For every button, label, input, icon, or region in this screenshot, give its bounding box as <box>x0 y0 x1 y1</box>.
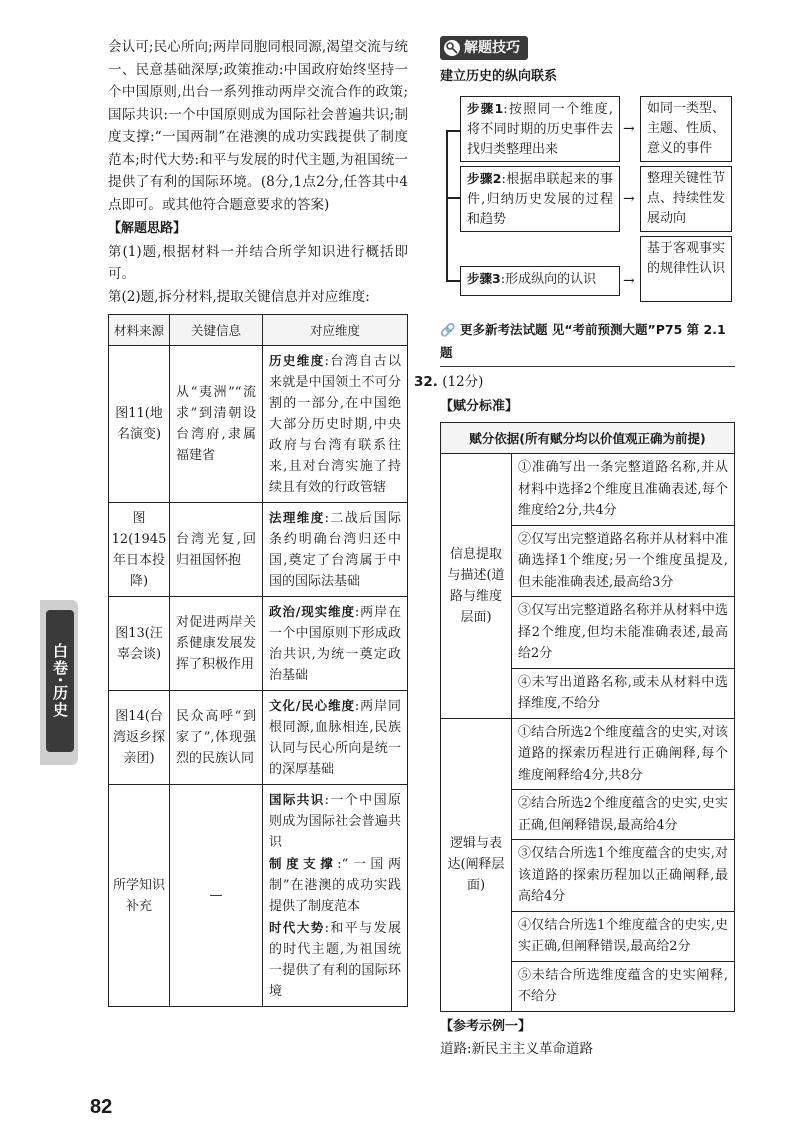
cell-source: 图11(地名演变) <box>109 346 170 503</box>
cell-key-info: 对促进两岸关系健康发展发挥了积极作用 <box>170 597 263 691</box>
grading-criterion: ③仅结合所选1个维度蕴含的史实,对该道路的探索历程加以正确阐释,最高给4分 <box>512 840 735 912</box>
grading-table <box>440 422 735 1012</box>
dimension-label: 政治/现实维度 <box>269 604 355 619</box>
table-row <box>109 785 408 1007</box>
flow-step-1 <box>460 96 620 162</box>
dimension-label: 国际共识 <box>269 792 325 807</box>
cell-key-info: 民众高呼“到家了”,体现强烈的民族认同 <box>170 691 263 785</box>
flow-step-2 <box>460 166 620 232</box>
dimension-entry <box>269 695 401 780</box>
arrow-right-icon: → <box>623 121 635 137</box>
step-3-label: 步骤3 <box>467 271 501 286</box>
dimension-text: :二战后国际条约明确台湾归还中国,奠定了台湾属于中国的国际法基础 <box>269 511 401 589</box>
more-prefix: 更多新考法试题 <box>459 322 548 337</box>
grading-criterion: ③仅写出完整道路名称并从材料中选择2个维度,但均未能准确表述,最高给2分 <box>512 597 735 669</box>
dimension-text: :和平与发展的时代主题,为祖国统一提供了有利的国际环境 <box>269 921 401 999</box>
flow-result-2: 整理关键性节点、持续性发展动向 <box>640 166 732 232</box>
grading-criterion: ②结合所选2个维度蕴含的史实,史实正确,但阐释错误,最高给4分 <box>512 790 735 840</box>
grading-category: 逻辑与表达(阐释层面) <box>441 718 512 1011</box>
cell-key-info: — <box>170 785 263 1007</box>
dimension-label: 制度支撑 <box>269 856 338 871</box>
left-column <box>108 36 408 1007</box>
solution-para-2: 第(2)题,拆分材料,提取关键信息并对应维度: <box>108 288 370 305</box>
grading-criterion: ①结合所选2个维度蕴含的史实,对该道路的探索历程进行正确阐释,每个维度阐释给4分,共8分 <box>512 718 735 790</box>
question-number: 32. <box>414 374 438 390</box>
more-ref: 见“考前预测大题”P75 第 2.1 题 <box>440 322 726 360</box>
dimension-text: :两岸同根同源,血脉相连,民族认同与民心所向是统一的深厚基础 <box>269 699 401 777</box>
side-tab <box>40 600 78 765</box>
dimension-entry <box>269 350 401 498</box>
table-row <box>441 454 735 526</box>
table-row <box>441 718 735 790</box>
dimension-text: :两岸在一个中国原则下形成政治共识,为统一奠定政治基础 <box>269 605 401 683</box>
arrow-right-icon: → <box>623 191 635 207</box>
dimension-entry <box>269 601 401 686</box>
section-title: 【解题思路】 <box>108 221 187 236</box>
grading-criterion: ②仅写出完整道路名称并从材料中准确选择1个维度;另一个维度虽提及,但未能准确表述,最高给3分 <box>512 525 735 597</box>
answer-intro: 会认可;民心所向;两岸同胞同根同源,渴望交流与统一、民意基础深厚;政策推动:中国政府始终坚持一个中国原则,出台一系列推动两岸交流合作的政策;国际共识:一个中国原则成为国际社会普遍共识;制度支撑:“一国两制”在港澳的成功实践提供了制度范本;时代大势:和平与发展的时代主题,为祖国统一提供了有利的国际环境。(8分,1点2分,任答其中4点即可。或其他符合题意要求的答案) <box>108 39 408 213</box>
side-tab-label: 白卷·历史 <box>46 610 74 752</box>
flow-diagram <box>440 92 735 307</box>
link-icon: 🔗 <box>440 322 456 337</box>
flow-title: 建立历史的纵向联系 <box>440 68 558 84</box>
flow-branch-3 <box>446 280 460 282</box>
grading-category: 信息提取与描述(道路与维度层面) <box>441 454 512 719</box>
key-icon <box>444 40 460 56</box>
example-text: 道路:新民主主义革命道路 <box>440 1041 594 1057</box>
flow-step-3 <box>460 266 620 296</box>
dimension-label: 时代大势 <box>269 920 325 935</box>
step-1-label: 步骤1 <box>467 101 504 116</box>
cell-source: 图14(台湾返乡探亲团) <box>109 691 170 785</box>
table-header-source: 材料来源 <box>109 315 170 346</box>
tips-badge-label: 解题技巧 <box>464 39 520 56</box>
cell-dimension <box>263 346 408 503</box>
right-column <box>414 36 735 1061</box>
dimension-text: :一个中国原则成为国际社会普遍共识 <box>269 793 401 850</box>
table-row <box>109 691 408 785</box>
dimension-label: 文化/民心维度 <box>269 698 355 713</box>
table-header-key: 关键信息 <box>170 315 263 346</box>
dimension-entry <box>269 507 401 592</box>
grading-header: 赋分依据(所有赋分均以价值观正确为前提) <box>441 423 735 454</box>
example-title: 【参考示例一】 <box>440 1018 532 1034</box>
step-3-text: :形成纵向的认识 <box>500 272 597 287</box>
cell-dimension <box>263 597 408 691</box>
flow-connector <box>446 130 448 280</box>
solution-para-1: 第(1)题,根据材料一并结合所学知识进行概括即可。 <box>108 243 408 282</box>
grading-criterion: ④仅结合所选1个维度蕴含的史实,史实正确,但阐释错误,最高给2分 <box>512 911 735 961</box>
tips-badge <box>440 36 528 60</box>
dimension-table <box>108 314 408 1007</box>
question-score: (12分) <box>442 374 484 390</box>
dimension-entry <box>269 853 401 917</box>
dimension-text: :“一国两制”在港澳的成功实践提供了制度范本 <box>269 857 401 914</box>
flow-branch-2 <box>446 197 460 199</box>
cell-key-info: 从“夷洲”“流求”到清朝设台湾府,隶属福建省 <box>170 346 263 503</box>
cell-source: 图13(汪辜会谈) <box>109 597 170 691</box>
dimension-text: :台湾自古以来就是中国领土不可分割的一部分,在中国绝大部分历史时期,中央政府与台湾有联系往来,且对台湾实施了持续且有效的行政管辖 <box>269 354 401 495</box>
arrow-right-icon: → <box>623 273 635 289</box>
page-number: 82 <box>90 1096 113 1118</box>
cell-key-info: 台湾光复,回归祖国怀抱 <box>170 503 263 597</box>
dimension-label: 历史维度 <box>269 353 325 368</box>
table-row <box>109 597 408 691</box>
cell-dimension <box>263 503 408 597</box>
step-2-text: :根据串联起来的事件,归纳历史发展的过程和趋势 <box>467 172 613 227</box>
table-row <box>109 346 408 503</box>
cell-source: 所学知识补充 <box>109 785 170 1007</box>
flow-result-3: 基于客观事实的规律性认识 <box>640 236 732 302</box>
grading-title: 【赋分标准】 <box>440 398 519 414</box>
table-header-dimension: 对应维度 <box>263 315 408 346</box>
cell-source: 图12(1945年日本投降) <box>109 503 170 597</box>
cell-dimension <box>263 785 408 1007</box>
dimension-entry <box>269 917 401 1002</box>
flow-branch-1 <box>446 130 460 132</box>
flow-result-1: 如同一类型、主题、性质、意义的事件 <box>640 96 732 162</box>
grading-criterion: ④未写出道路名称,或未从材料中选择维度,不给分 <box>512 668 735 718</box>
dimension-label: 法理维度 <box>269 510 325 525</box>
grading-criterion: ⑤未结合所选维度蕴含的史实阐释,不给分 <box>512 961 735 1011</box>
table-row <box>109 503 408 597</box>
step-1-text: :按照同一个维度,将不同时期的历史事件去找归类整理出来 <box>467 102 614 157</box>
more-questions-link[interactable] <box>440 319 735 367</box>
grading-criterion: ①准确写出一条完整道路名称,并从材料中选择2个维度且准确表述,每个维度给2分,共4分 <box>512 454 735 526</box>
cell-dimension <box>263 691 408 785</box>
step-2-label: 步骤2 <box>467 171 502 186</box>
dimension-entry <box>269 789 401 853</box>
